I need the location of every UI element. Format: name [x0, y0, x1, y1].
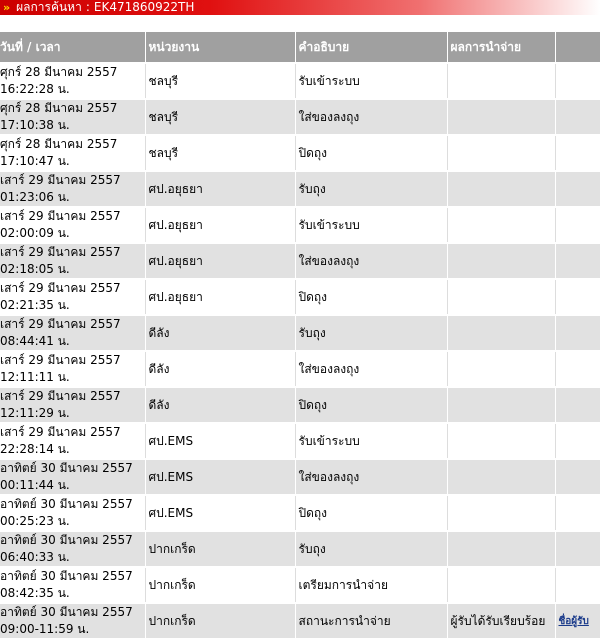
cell-delivery-result — [447, 243, 555, 279]
cell-time: 02:00:09 น. — [0, 226, 70, 240]
cell-date: อาทิตย์ 30 มีนาคม 2557 — [0, 569, 133, 583]
receiver-name-link[interactable]: ชื่อผู้รับ — [558, 616, 589, 627]
cell-time: 00:11:44 น. — [0, 478, 70, 492]
cell-date: เสาร์ 29 มีนาคม 2557 — [0, 353, 121, 367]
cell-time: 01:23:06 น. — [0, 190, 70, 204]
cell-office: ปากเกร็ด — [145, 531, 295, 567]
cell-office: ปากเกร็ด — [145, 603, 295, 638]
cell-description: ใส่ของลงถุง — [295, 459, 447, 495]
cell-date: ศุกร์ 28 มีนาคม 2557 — [0, 137, 118, 151]
cell-description: ปิดถุง — [295, 495, 447, 531]
table-row — [0, 63, 600, 99]
column-header-delivery-result: ผลการนำจ่าย — [447, 32, 555, 63]
cell-extra — [555, 63, 600, 99]
table-row — [0, 423, 600, 459]
cell-time: 17:10:47 น. — [0, 154, 70, 168]
cell-delivery-result — [447, 423, 555, 459]
cell-extra — [555, 135, 600, 171]
cell-datetime — [0, 135, 145, 171]
cell-date: เสาร์ 29 มีนาคม 2557 — [0, 173, 121, 187]
cell-delivery-result — [447, 63, 555, 99]
cell-description: ปิดถุง — [295, 135, 447, 171]
cell-date: เสาร์ 29 มีนาคม 2557 — [0, 245, 121, 259]
cell-extra — [555, 207, 600, 243]
cell-datetime — [0, 207, 145, 243]
cell-office: ศป.อยุธยา — [145, 243, 295, 279]
cell-description: รับเข้าระบบ — [295, 207, 447, 243]
cell-extra — [555, 459, 600, 495]
cell-delivery-result — [447, 495, 555, 531]
cell-extra — [555, 351, 600, 387]
cell-delivery-result: ผู้รับได้รับเรียบร้อย — [447, 603, 555, 638]
cell-datetime — [0, 279, 145, 315]
table-body — [0, 63, 600, 638]
header-separator: : — [85, 0, 90, 14]
cell-time: 17:10:38 น. — [0, 118, 70, 132]
cell-date: อาทิตย์ 30 มีนาคม 2557 — [0, 605, 133, 619]
cell-description: รับถุง — [295, 531, 447, 567]
cell-time: 08:42:35 น. — [0, 586, 70, 600]
cell-office: ศป.อยุธยา — [145, 207, 295, 243]
cell-datetime — [0, 351, 145, 387]
cell-description: รับถุง — [295, 171, 447, 207]
cell-date: เสาร์ 29 มีนาคม 2557 — [0, 209, 121, 223]
cell-date: เสาร์ 29 มีนาคม 2557 — [0, 425, 121, 439]
cell-datetime — [0, 567, 145, 603]
cell-description: สถานะการนำจ่าย — [295, 603, 447, 638]
cell-description: ใส่ของลงถุง — [295, 243, 447, 279]
cell-description: ใส่ของลงถุง — [295, 351, 447, 387]
cell-delivery-result — [447, 351, 555, 387]
cell-extra — [555, 315, 600, 351]
cell-datetime — [0, 603, 145, 638]
table-row — [0, 315, 600, 351]
cell-time: 06:40:33 น. — [0, 550, 70, 564]
cell-datetime — [0, 459, 145, 495]
cell-date: ศุกร์ 28 มีนาคม 2557 — [0, 101, 118, 115]
cell-extra — [555, 495, 600, 531]
cell-office: ศป.EMS — [145, 495, 295, 531]
cell-extra — [555, 567, 600, 603]
cell-datetime — [0, 315, 145, 351]
tracking-number: EK471860922TH — [93, 0, 195, 14]
cell-time: 02:18:05 น. — [0, 262, 70, 276]
cell-description: ปิดถุง — [295, 279, 447, 315]
cell-time: 08:44:41 น. — [0, 334, 70, 348]
cell-office: ชลบุรี — [145, 99, 295, 135]
cell-office: ดีลัง — [145, 315, 295, 351]
cell-date: เสาร์ 29 มีนาคม 2557 — [0, 317, 121, 331]
cell-delivery-result — [447, 171, 555, 207]
cell-description: รับถุง — [295, 315, 447, 351]
cell-extra — [555, 387, 600, 423]
cell-datetime — [0, 99, 145, 135]
cell-datetime — [0, 63, 145, 99]
cell-date: อาทิตย์ 30 มีนาคม 2557 — [0, 533, 133, 547]
table-header-row — [0, 32, 600, 63]
double-chevron-right-icon: » — [3, 1, 11, 14]
table-row — [0, 531, 600, 567]
table-row — [0, 459, 600, 495]
cell-extra — [555, 423, 600, 459]
cell-extra — [555, 99, 600, 135]
table-row — [0, 171, 600, 207]
cell-datetime — [0, 387, 145, 423]
cell-extra — [555, 243, 600, 279]
cell-delivery-result — [447, 279, 555, 315]
table-row — [0, 603, 600, 638]
table-row — [0, 135, 600, 171]
cell-date: เสาร์ 29 มีนาคม 2557 — [0, 389, 121, 403]
cell-time: 22:28:14 น. — [0, 442, 70, 456]
column-header-datetime: วันที่ / เวลา — [0, 32, 145, 63]
cell-office: ศป.อยุธยา — [145, 171, 295, 207]
tracking-table-container — [0, 32, 600, 638]
cell-office: ดีลัง — [145, 351, 295, 387]
cell-delivery-result — [447, 315, 555, 351]
cell-date: อาทิตย์ 30 มีนาคม 2557 — [0, 497, 133, 511]
cell-description: ใส่ของลงถุง — [295, 99, 447, 135]
cell-office: ศป.EMS — [145, 423, 295, 459]
cell-time: 02:21:35 น. — [0, 298, 70, 312]
cell-delivery-result — [447, 387, 555, 423]
column-header-description: คำอธิบาย — [295, 32, 447, 63]
column-header-extra — [555, 32, 600, 63]
cell-office: ศป.EMS — [145, 459, 295, 495]
search-result-header — [0, 0, 600, 15]
cell-time: 00:25:23 น. — [0, 514, 70, 528]
cell-extra — [555, 603, 600, 638]
cell-delivery-result — [447, 99, 555, 135]
table-row — [0, 279, 600, 315]
cell-delivery-result — [447, 135, 555, 171]
table-row — [0, 351, 600, 387]
cell-delivery-result — [447, 459, 555, 495]
cell-description: รับเข้าระบบ — [295, 423, 447, 459]
cell-office: ปากเกร็ด — [145, 567, 295, 603]
tracking-table — [0, 32, 600, 638]
cell-datetime — [0, 243, 145, 279]
cell-description: รับเข้าระบบ — [295, 63, 447, 99]
cell-datetime — [0, 531, 145, 567]
cell-description: ปิดถุง — [295, 387, 447, 423]
column-header-office: หน่วยงาน — [145, 32, 295, 63]
table-row — [0, 99, 600, 135]
cell-extra — [555, 531, 600, 567]
table-row — [0, 243, 600, 279]
table-row — [0, 567, 600, 603]
cell-time: 16:22:28 น. — [0, 82, 70, 96]
cell-office: ชลบุรี — [145, 63, 295, 99]
cell-description: เตรียมการนำจ่าย — [295, 567, 447, 603]
table-row — [0, 387, 600, 423]
cell-datetime — [0, 423, 145, 459]
cell-date: เสาร์ 29 มีนาคม 2557 — [0, 281, 121, 295]
cell-time: 12:11:29 น. — [0, 406, 70, 420]
cell-extra — [555, 279, 600, 315]
cell-datetime — [0, 171, 145, 207]
cell-extra — [555, 171, 600, 207]
table-row — [0, 495, 600, 531]
cell-delivery-result — [447, 207, 555, 243]
cell-delivery-result — [447, 531, 555, 567]
cell-datetime — [0, 495, 145, 531]
cell-office: ชลบุรี — [145, 135, 295, 171]
search-result-label: ผลการค้นหา — [16, 0, 82, 14]
table-row — [0, 207, 600, 243]
cell-date: ศุกร์ 28 มีนาคม 2557 — [0, 65, 118, 79]
cell-delivery-result — [447, 567, 555, 603]
cell-date: อาทิตย์ 30 มีนาคม 2557 — [0, 461, 133, 475]
cell-office: ดีลัง — [145, 387, 295, 423]
cell-time: 09:00-11:59 น. — [0, 622, 90, 636]
cell-time: 12:11:11 น. — [0, 370, 70, 384]
cell-office: ศป.อยุธยา — [145, 279, 295, 315]
